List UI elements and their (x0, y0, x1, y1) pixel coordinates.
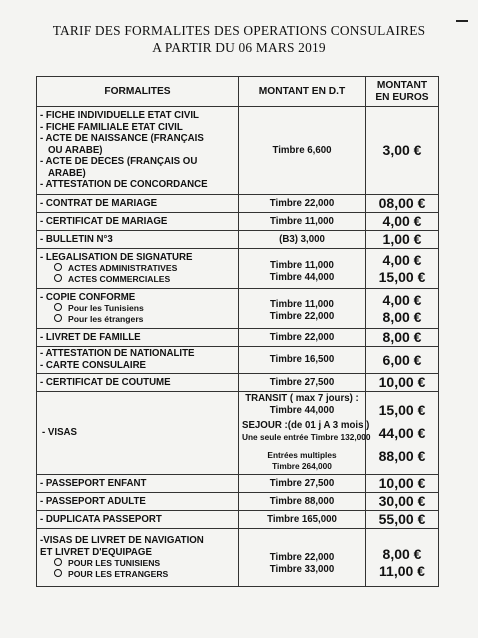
formalite-line: - ACTE DE DECES (FRANÇAIS OU (40, 156, 198, 168)
euros-cell (366, 289, 439, 329)
euros-cell (366, 511, 439, 529)
visa-multi-value: Timbre 264,000 (272, 461, 332, 472)
table-row-copie-conforme (37, 289, 439, 329)
montant-dt-value: Timbre 27,500 (269, 477, 335, 489)
formalites-cell (37, 329, 239, 347)
formalite-line: - DUPLICATA PASSEPORT (40, 513, 162, 525)
formalites-cell (37, 195, 239, 213)
montant-dt-cell (239, 289, 366, 329)
euros-cell (366, 329, 439, 347)
euros-value: 30,00 € (378, 493, 426, 509)
formalite-line: ARABE) (48, 167, 86, 179)
montant-dt-cell (239, 231, 366, 249)
montant-dt-value: Timbre 22,000 (269, 197, 335, 209)
euros-value: 4,00 € (382, 213, 422, 229)
sub-item-label: Pour les Tunisiens (68, 303, 144, 314)
formalites-cell (37, 231, 239, 249)
formalites-cell (37, 347, 239, 374)
formalites-cell (37, 475, 239, 493)
bullet-circle-icon (54, 558, 62, 566)
montant-dt-cell (239, 195, 366, 213)
bullet-circle-icon (54, 314, 62, 322)
header-montant-euros (366, 77, 439, 107)
visa-transit-label: TRANSIT ( max 7 jours) : (245, 393, 359, 405)
euros-cell (366, 392, 439, 475)
euros-value: 8,00 € (382, 329, 422, 345)
formalite-line: - COPIE CONFORME (40, 291, 136, 303)
euros-cell (366, 213, 439, 231)
header-formalites: FORMALITES (37, 77, 239, 107)
montant-dt-value: Timbre 27,500 (269, 376, 335, 388)
table-row-coutume (37, 374, 439, 392)
euros-cell (366, 475, 439, 493)
euros-value: 88,00 € (378, 447, 426, 464)
montant-dt-value: Timbre 33,000 (269, 563, 335, 575)
euros-cell (366, 529, 439, 587)
formalite-line: - ACTE DE NAISSANCE (FRANÇAIS (40, 133, 204, 145)
euros-cell (366, 374, 439, 392)
montant-dt-cell (239, 392, 371, 475)
table-row-nationalite (37, 347, 439, 374)
formalites-cell (37, 529, 239, 587)
montant-dt-cell (239, 493, 366, 511)
sub-item (40, 263, 235, 274)
sub-item (40, 274, 235, 285)
sub-item-label: POUR LES ETRANGERS (68, 569, 169, 580)
formalite-line: - FICHE INDIVIDUELLE ETAT CIVIL (40, 109, 199, 121)
formalite-line: - BULLETIN N°3 (40, 233, 113, 245)
formalites-cell (37, 249, 239, 289)
montant-dt-value: Timbre 11,000 (270, 259, 334, 271)
formalite-line: ET LIVRET D'EQUIPAGE (40, 546, 152, 558)
visa-transit-value: Timbre 44,000 (269, 404, 335, 416)
euros-value: 10,00 € (378, 475, 426, 491)
euros-value: 08,00 € (378, 195, 426, 211)
header-euros-line-2: EN EUROS (375, 91, 429, 103)
euros-cell (366, 347, 439, 374)
header-montant-dt: MONTANT EN D.T (239, 77, 366, 107)
visa-sejour-value: Une seule entrée Timbre 132,000 (242, 432, 371, 442)
montant-dt-cell (239, 213, 366, 231)
formalite-line: -VISAS DE LIVRET DE NAVIGATION (40, 534, 204, 546)
table-row-passeport-adulte (37, 493, 439, 511)
euros-cell (366, 249, 439, 289)
montant-dt-cell (239, 475, 366, 493)
euros-value: 3,00 € (382, 142, 422, 158)
table-row-livret-famille (37, 329, 439, 347)
formalite-line: - CERTIFICAT DE MARIAGE (40, 215, 168, 227)
euros-cell (366, 195, 439, 213)
sub-item (40, 314, 235, 325)
euros-value: 11,00 € (379, 562, 425, 579)
formalite-line: - ATTESTATION DE NATIONALITE (40, 348, 195, 360)
sub-item-label: POUR LES TUNISIENS (68, 558, 161, 569)
title-line-2: A PARTIR DU 06 MARS 2019 (152, 40, 326, 55)
sub-item (40, 569, 235, 580)
euros-cell (366, 107, 439, 195)
euros-value: 4,00 € (382, 291, 422, 308)
montant-dt-value: (B3) 3,000 (279, 233, 325, 245)
euros-value: 8,00 € (382, 308, 422, 325)
euros-value: 1,00 € (382, 231, 422, 247)
euros-value: 15,00 € (378, 268, 426, 285)
table-row-legalisation (37, 249, 439, 289)
table-row-visas (37, 392, 439, 475)
montant-dt-cell (239, 511, 366, 529)
visa-multi-label: Entrées multiples (267, 449, 337, 460)
formalite-line: - CARTE CONSULAIRE (40, 360, 147, 371)
formalites-cell (37, 107, 239, 195)
formalite-line: - ATTESTATION DE CONCORDANCE (40, 179, 208, 191)
header-euros-line-1: MONTANT (376, 79, 428, 91)
tarif-table (36, 76, 439, 587)
montant-dt-cell (239, 107, 366, 195)
table-row-passeport-enfant (37, 475, 439, 493)
montant-dt-cell (239, 374, 366, 392)
euros-value: 44,00 € (378, 424, 426, 441)
table-row-contrat-mariage (37, 195, 439, 213)
visa-sejour-label: SEJOUR :(de 01 j A 3 mois ) (242, 420, 370, 432)
formalites-cell (37, 374, 239, 392)
formalite-line: - LIVRET DE FAMILLE (40, 331, 141, 343)
montant-dt-cell (239, 329, 366, 347)
montant-dt-cell (239, 249, 366, 289)
euros-cell (366, 493, 439, 511)
table-row-duplicata (37, 511, 439, 529)
sub-item (40, 303, 235, 314)
formalites-cell (37, 289, 239, 329)
montant-dt-cell (239, 529, 366, 587)
montant-dt-value: Timbre 44,000 (269, 271, 335, 283)
montant-dt-value: Timbre 22,000 (269, 310, 335, 322)
montant-dt-value: Timbre 11,000 (270, 215, 334, 227)
euros-value: 15,00 € (378, 401, 426, 418)
bullet-circle-icon (54, 569, 62, 577)
formalite-line: - PASSEPORT ENFANT (40, 477, 147, 489)
euros-value: 6,00 € (382, 351, 422, 368)
bullet-circle-icon (54, 274, 62, 282)
header-row (37, 77, 439, 107)
table-row-etat-civil (37, 107, 439, 195)
montant-dt-value: Timbre 88,000 (269, 495, 335, 507)
sub-item-label: ACTES ADMINISTRATIVES (68, 263, 178, 274)
formalite-line: - FICHE FAMILIALE ETAT CIVIL (40, 121, 183, 133)
montant-dt-value: Timbre 6,600 (272, 144, 332, 156)
euros-value: 55,00 € (378, 511, 426, 527)
euros-value: 10,00 € (378, 374, 426, 390)
montant-dt-value: Timbre 16,500 (269, 354, 335, 366)
formalites-cell (37, 392, 239, 475)
sub-item (40, 558, 235, 569)
table-row-bulletin (37, 231, 439, 249)
formalite-line: - VISAS (42, 427, 77, 439)
page-title (0, 22, 478, 56)
montant-dt-value: Timbre 22,000 (269, 551, 335, 563)
formalite-line: OU ARABE) (48, 144, 103, 156)
sub-item-label: ACTES COMMERCIALES (68, 274, 171, 285)
montant-dt-value: Timbre 11,000 (270, 298, 334, 310)
corner-dash-mark (456, 20, 468, 22)
table-row-livret-navigation (37, 529, 439, 587)
sub-item-label: Pour les étrangers (68, 314, 144, 325)
formalites-cell (37, 511, 239, 529)
montant-dt-cell (239, 347, 366, 374)
title-line-1: TARIF DES FORMALITES DES OPERATIONS CONSULAIRES (52, 23, 426, 38)
formalites-cell (37, 213, 239, 231)
formalites-cell (37, 493, 239, 511)
bullet-circle-icon (54, 303, 62, 311)
euros-value: 8,00 € (382, 545, 422, 562)
euros-value: 4,00 € (382, 251, 422, 268)
montant-dt-value: Timbre 22,000 (269, 331, 335, 343)
table-row-certificat-mariage (37, 213, 439, 231)
formalite-line: - LEGALISATION DE SIGNATURE (40, 251, 193, 263)
formalite-line: - PASSEPORT ADULTE (40, 495, 146, 507)
montant-dt-value: Timbre 165,000 (267, 513, 337, 525)
formalite-line: - CERTIFICAT DE COUTUME (40, 376, 171, 388)
euros-cell (366, 231, 439, 249)
bullet-circle-icon (54, 263, 62, 271)
formalite-line: - CONTRAT DE MARIAGE (40, 197, 158, 209)
